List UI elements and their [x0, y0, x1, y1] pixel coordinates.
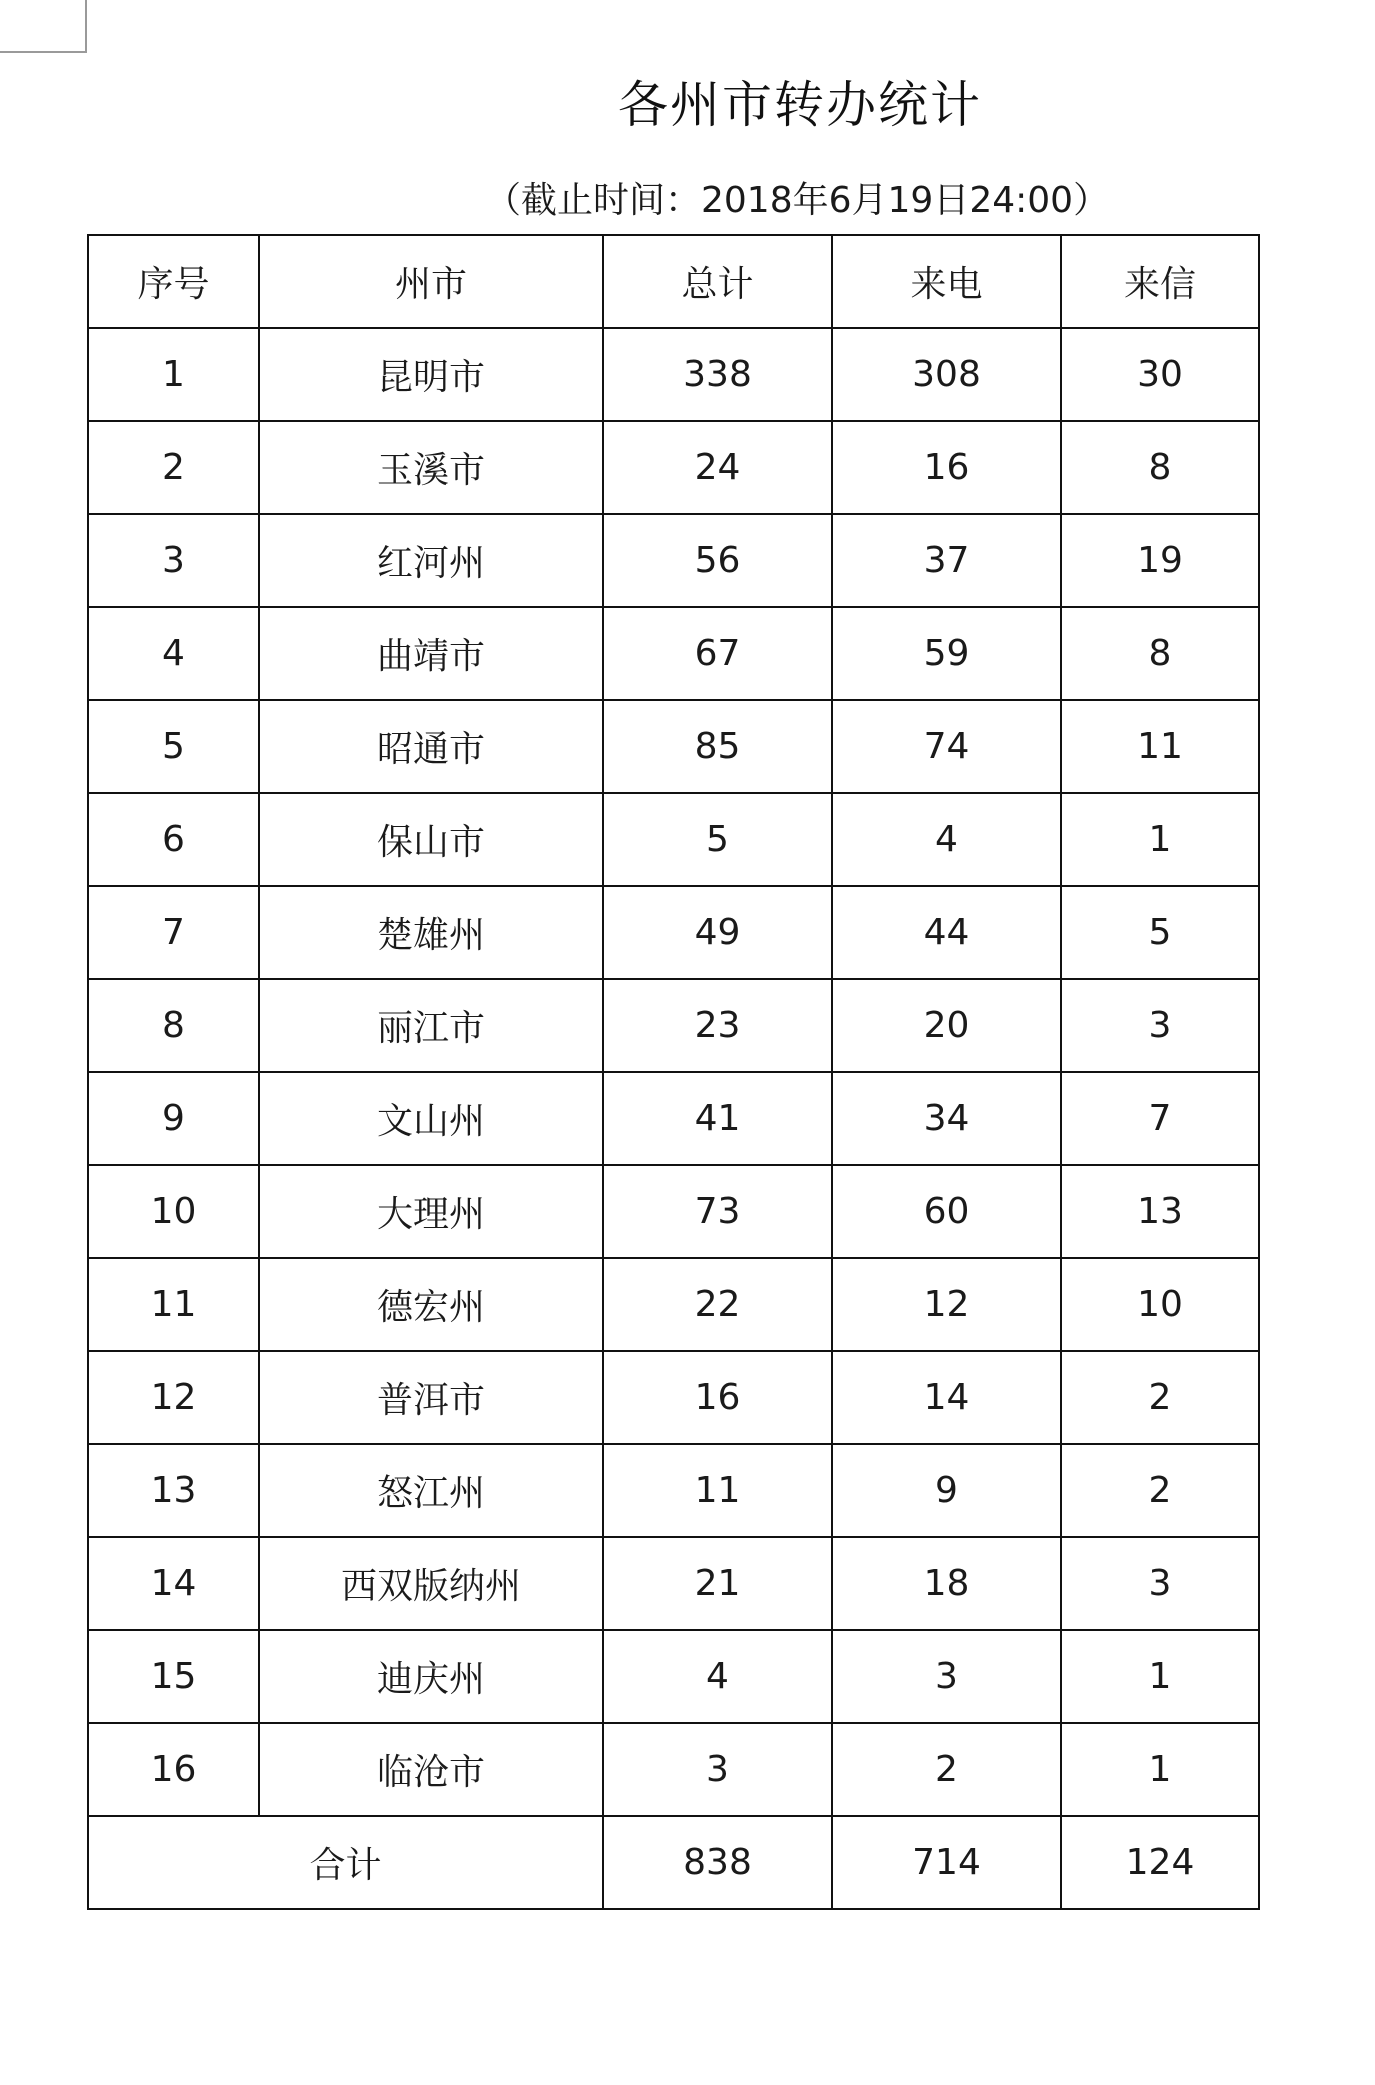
cell-city: 大理州	[259, 1165, 603, 1258]
table-row	[88, 793, 1259, 886]
cell-letter: 3	[1061, 1537, 1259, 1630]
cell-total: 22	[603, 1258, 832, 1351]
cell-phone: 59	[832, 607, 1061, 700]
summary-total: 838	[603, 1816, 832, 1909]
header-phone: 来电	[832, 235, 1061, 328]
table-row	[88, 514, 1259, 607]
summary-row	[88, 1816, 1259, 1909]
cell-phone: 14	[832, 1351, 1061, 1444]
cell-index: 9	[88, 1072, 259, 1165]
cell-total: 23	[603, 979, 832, 1072]
cell-city: 丽江市	[259, 979, 603, 1072]
cell-city: 保山市	[259, 793, 603, 886]
cell-city: 昆明市	[259, 328, 603, 421]
cell-total: 11	[603, 1444, 832, 1537]
cell-phone: 3	[832, 1630, 1061, 1723]
cell-phone: 2	[832, 1723, 1061, 1816]
cell-letter: 30	[1061, 328, 1259, 421]
cell-total: 24	[603, 421, 832, 514]
cell-phone: 308	[832, 328, 1061, 421]
cell-letter: 1	[1061, 1723, 1259, 1816]
cell-city: 红河州	[259, 514, 603, 607]
cell-city: 怒江州	[259, 1444, 603, 1537]
table-row	[88, 1351, 1259, 1444]
cell-index: 7	[88, 886, 259, 979]
cell-city: 临沧市	[259, 1723, 603, 1816]
cell-index: 16	[88, 1723, 259, 1816]
cell-index: 15	[88, 1630, 259, 1723]
table-row	[88, 1723, 1259, 1816]
cell-letter: 11	[1061, 700, 1259, 793]
cell-total: 73	[603, 1165, 832, 1258]
cell-city: 德宏州	[259, 1258, 603, 1351]
cell-letter: 7	[1061, 1072, 1259, 1165]
table-row	[88, 1072, 1259, 1165]
cell-letter: 2	[1061, 1351, 1259, 1444]
cell-total: 16	[603, 1351, 832, 1444]
cell-phone: 9	[832, 1444, 1061, 1537]
cell-letter: 19	[1061, 514, 1259, 607]
cell-letter: 10	[1061, 1258, 1259, 1351]
summary-letter: 124	[1061, 1816, 1259, 1909]
cell-index: 2	[88, 421, 259, 514]
cell-city: 玉溪市	[259, 421, 603, 514]
summary-phone: 714	[832, 1816, 1061, 1909]
cell-city: 迪庆州	[259, 1630, 603, 1723]
cell-total: 3	[603, 1723, 832, 1816]
table-row	[88, 886, 1259, 979]
cell-city: 西双版纳州	[259, 1537, 603, 1630]
cell-total: 67	[603, 607, 832, 700]
table-header	[88, 235, 1259, 328]
cell-index: 11	[88, 1258, 259, 1351]
cell-index: 14	[88, 1537, 259, 1630]
cell-city: 文山州	[259, 1072, 603, 1165]
header-letter: 来信	[1061, 235, 1259, 328]
header-total: 总计	[603, 235, 832, 328]
page-corner-mark	[0, 0, 87, 53]
cell-letter: 5	[1061, 886, 1259, 979]
table-row	[88, 1537, 1259, 1630]
summary-label: 合计	[88, 1816, 603, 1909]
cell-phone: 20	[832, 979, 1061, 1072]
cell-total: 338	[603, 328, 832, 421]
cell-letter: 1	[1061, 793, 1259, 886]
cell-index: 3	[88, 514, 259, 607]
cell-total: 85	[603, 700, 832, 793]
cell-city: 普洱市	[259, 1351, 603, 1444]
cell-phone: 12	[832, 1258, 1061, 1351]
cell-index: 8	[88, 979, 259, 1072]
cell-letter: 8	[1061, 607, 1259, 700]
table-row	[88, 1444, 1259, 1537]
cell-total: 49	[603, 886, 832, 979]
table-row	[88, 979, 1259, 1072]
table-row	[88, 421, 1259, 514]
header-index: 序号	[88, 235, 259, 328]
cell-letter: 13	[1061, 1165, 1259, 1258]
cell-phone: 16	[832, 421, 1061, 514]
header-city: 州市	[259, 235, 603, 328]
cell-phone: 44	[832, 886, 1061, 979]
table-row	[88, 1630, 1259, 1723]
page-subtitle: （截止时间：2018年6月19日24:00）	[485, 180, 1110, 221]
cell-city: 曲靖市	[259, 607, 603, 700]
cell-letter: 1	[1061, 1630, 1259, 1723]
cell-index: 6	[88, 793, 259, 886]
cell-index: 5	[88, 700, 259, 793]
cell-index: 1	[88, 328, 259, 421]
cell-total: 4	[603, 1630, 832, 1723]
cell-letter: 3	[1061, 979, 1259, 1072]
cell-index: 13	[88, 1444, 259, 1537]
cell-city: 昭通市	[259, 700, 603, 793]
cell-total: 56	[603, 514, 832, 607]
cell-total: 21	[603, 1537, 832, 1630]
cell-phone: 4	[832, 793, 1061, 886]
page-title: 各州市转办统计	[618, 76, 982, 134]
cell-index: 4	[88, 607, 259, 700]
table-row	[88, 1258, 1259, 1351]
cell-letter: 2	[1061, 1444, 1259, 1537]
cell-phone: 34	[832, 1072, 1061, 1165]
table-row	[88, 1165, 1259, 1258]
cell-phone: 37	[832, 514, 1061, 607]
statistics-table	[87, 234, 1260, 1910]
table-row	[88, 607, 1259, 700]
cell-phone: 74	[832, 700, 1061, 793]
cell-phone: 60	[832, 1165, 1061, 1258]
cell-city: 楚雄州	[259, 886, 603, 979]
table-row	[88, 700, 1259, 793]
table-row	[88, 328, 1259, 421]
cell-phone: 18	[832, 1537, 1061, 1630]
cell-total: 5	[603, 793, 832, 886]
cell-index: 10	[88, 1165, 259, 1258]
cell-letter: 8	[1061, 421, 1259, 514]
table-body	[88, 328, 1259, 1909]
table-header-row	[88, 235, 1259, 328]
cell-total: 41	[603, 1072, 832, 1165]
cell-index: 12	[88, 1351, 259, 1444]
